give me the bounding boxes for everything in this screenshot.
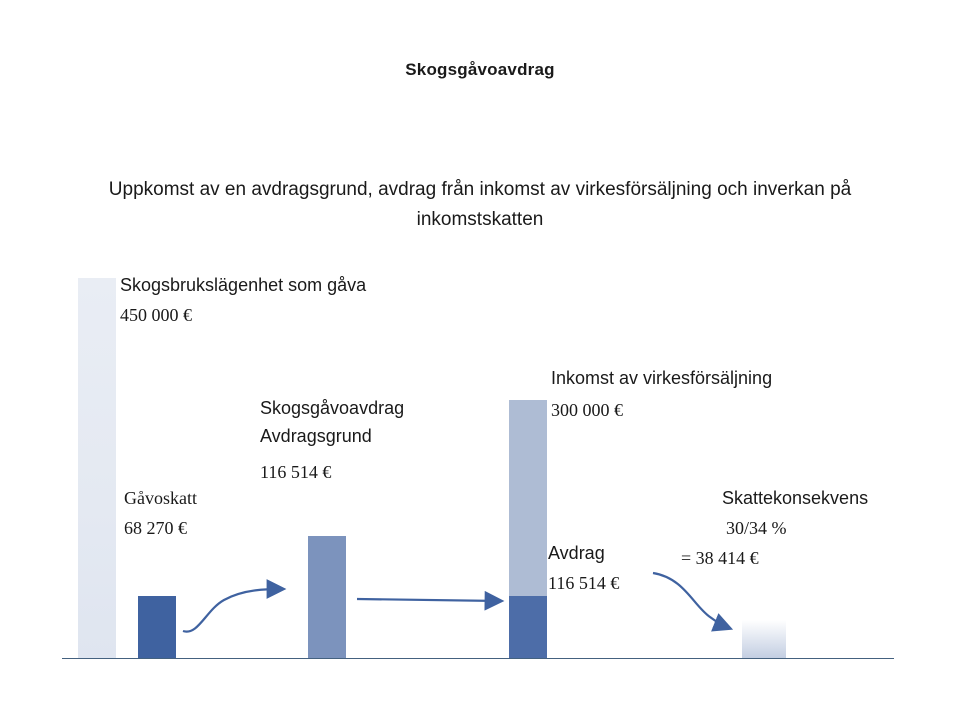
page-subtitle: Uppkomst av en avdragsgrund, avdrag från inkomst av virkesförsäljning och inverkan på inkomstskatten xyxy=(108,179,852,230)
label-deduction-subtitle: Avdragsgrund xyxy=(260,426,372,446)
label-avdrag-value: 116 514 € xyxy=(548,573,620,593)
label-avdrag-title: Avdrag xyxy=(548,543,605,563)
baseline-divider xyxy=(62,658,894,659)
bar-income-remaining xyxy=(509,400,547,596)
arrow-tax-to-basis xyxy=(183,589,282,632)
bar-tax-consequence xyxy=(742,620,786,658)
label-deduction-title: Skogsgåvoavdrag xyxy=(260,398,405,418)
label-income-title: Inkomst av virkesförsäljning xyxy=(551,368,773,388)
bar-deduction-basis xyxy=(308,536,346,658)
bar-gift-tax xyxy=(138,596,176,658)
label-income-value: 300 000 € xyxy=(551,400,623,420)
label-gift-tax-value: 68 270 € xyxy=(124,518,187,538)
arrow-basis-to-income xyxy=(357,599,500,601)
label-consequence-title: Skattekonsekvens xyxy=(722,488,869,508)
label-gift-title: Skogsbrukslägenhet som gåva xyxy=(120,275,367,295)
bar-income-deduction xyxy=(509,596,547,658)
label-consequence-value: = 38 414 € xyxy=(681,548,759,568)
label-gift-tax-title: Gåvoskatt xyxy=(124,488,197,508)
page-title: Skogsgåvoavdrag xyxy=(405,60,555,79)
label-deduction-value: 116 514 € xyxy=(260,462,332,482)
arrow-income-to-consequence xyxy=(653,573,729,628)
label-consequence-rate: 30/34 % xyxy=(726,518,787,538)
bar-gift xyxy=(78,278,116,658)
label-gift-value: 450 000 € xyxy=(120,305,192,325)
